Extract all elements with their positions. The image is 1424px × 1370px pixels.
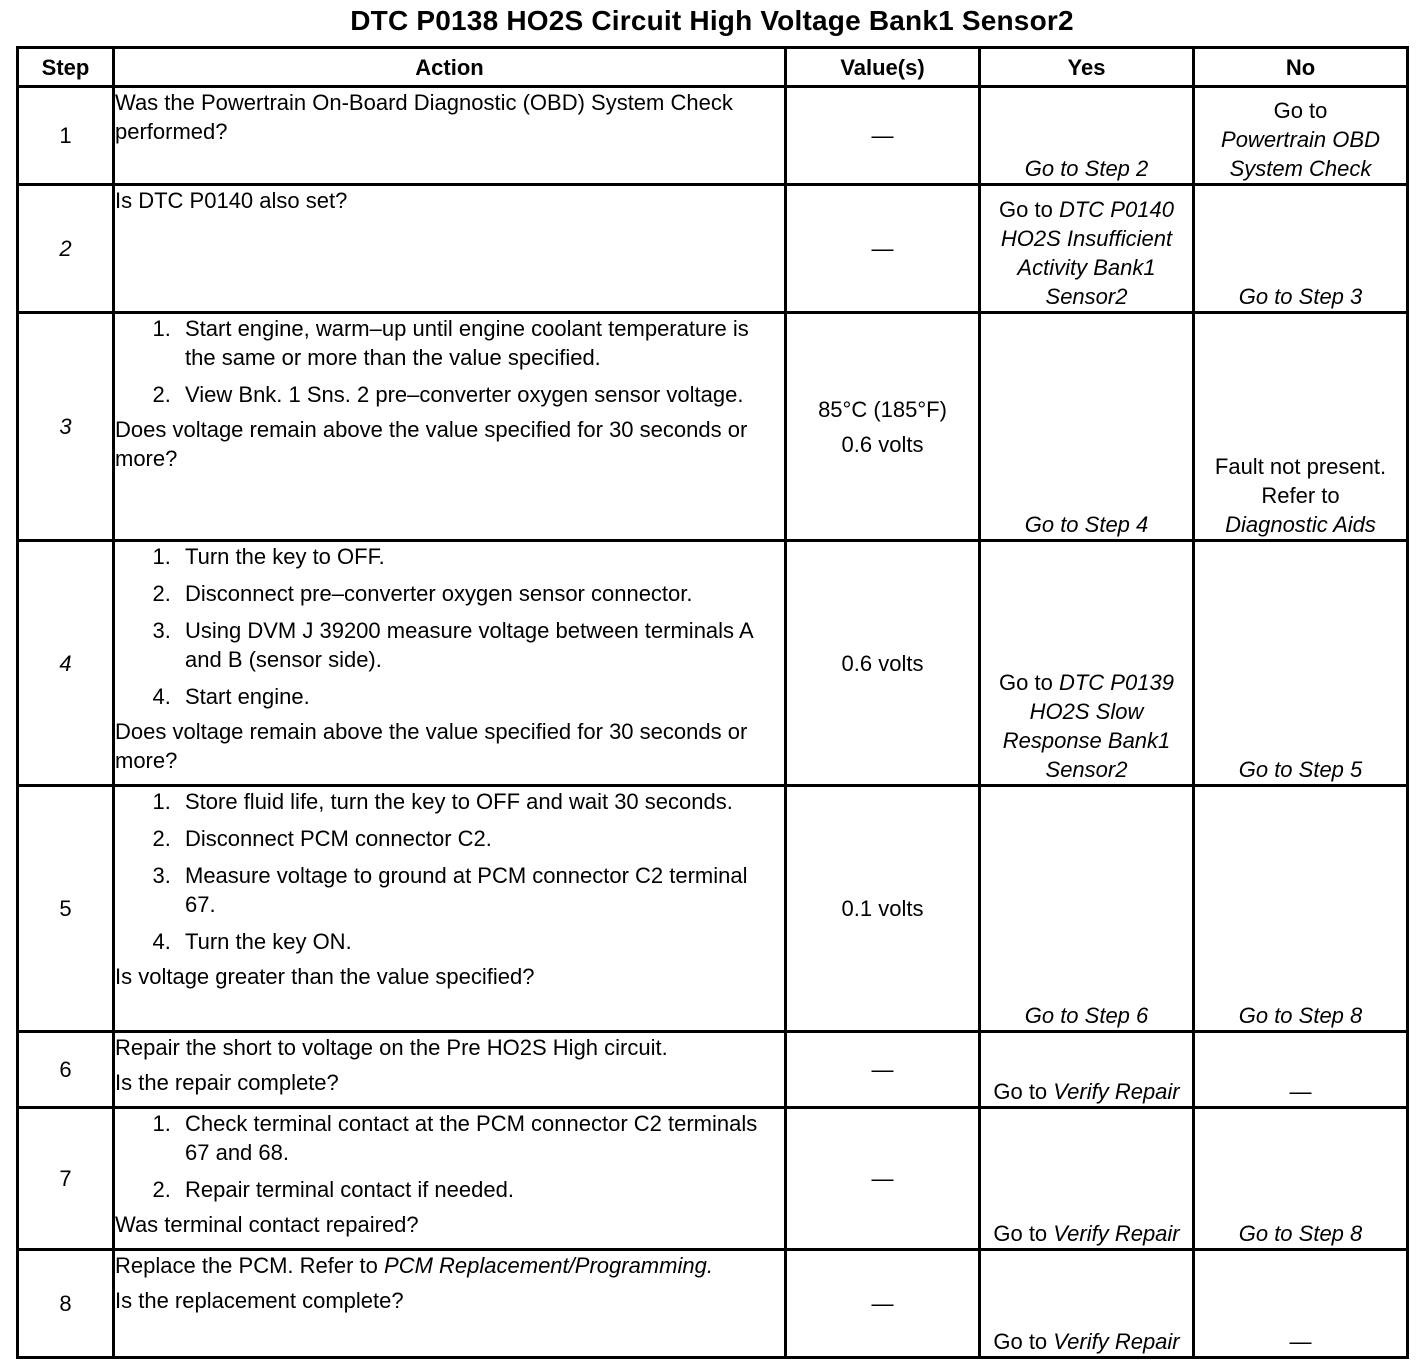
action-question: Is the replacement complete? <box>115 1288 404 1313</box>
action-cell <box>114 1108 786 1250</box>
action-cell <box>114 541 786 786</box>
header-step: Step <box>18 48 114 87</box>
value-cell: 0.6 volts <box>786 541 980 786</box>
action-step: 3. Using DVM J 39200 measure voltage between terminals A and B (sensor side). <box>177 616 784 674</box>
yes-cell <box>980 786 1194 1032</box>
action-step: 2. Disconnect PCM connector C2. <box>177 824 784 853</box>
value-voltage: 0.6 volts <box>841 431 924 457</box>
no-cell <box>1194 786 1408 1032</box>
no-prefix: Go to <box>1273 98 1328 123</box>
action-step: 3. Measure voltage to ground at PCM connector C2 terminal 67. <box>177 861 784 919</box>
no-link[interactable]: Diagnostic Aids <box>1225 512 1376 537</box>
yes-prefix: Go to <box>999 197 1053 222</box>
step-number: 3 <box>18 313 114 541</box>
yes-prefix: Go to <box>993 1079 1048 1104</box>
step-number: 5 <box>18 786 114 1032</box>
yes-cell <box>980 185 1194 313</box>
table-row <box>18 786 1408 1032</box>
value-cell: — <box>786 1032 980 1108</box>
yes-cell <box>980 1108 1194 1250</box>
action-cell <box>114 185 786 313</box>
action-cell <box>114 313 786 541</box>
yes-prefix: Go to <box>993 1329 1048 1354</box>
no-cell <box>1194 313 1408 541</box>
action-link[interactable]: PCM Replacement/Programming. <box>384 1253 713 1278</box>
action-question: Does voltage remain above the value specified for 30 seconds or more? <box>115 417 748 471</box>
step-number: 8 <box>18 1250 114 1358</box>
no-cell <box>1194 185 1408 313</box>
no-link[interactable]: Go to Step 8 <box>1238 1003 1363 1028</box>
value-cell <box>786 313 980 541</box>
yes-link[interactable]: Go to Step 4 <box>1024 512 1149 537</box>
action-cell <box>114 1032 786 1108</box>
action-text: Was the Powertrain On-Board Diagnostic (OBD) System Check performed? <box>115 90 733 144</box>
action-question: Is voltage greater than the value specified? <box>115 964 535 989</box>
action-step: 1. Turn the key to OFF. <box>177 542 784 571</box>
no-dash: — <box>1289 1079 1312 1104</box>
no-cell <box>1194 1250 1408 1358</box>
action-step: 2. Disconnect pre–converter oxygen sensor connector. <box>177 579 784 608</box>
yes-link[interactable]: DTC P0139 HO2S Slow Response Bank1 Sensor2 <box>1002 670 1174 782</box>
action-question: Does voltage remain above the value specified for 30 seconds or more? <box>115 719 748 773</box>
action-question: Is the repair complete? <box>115 1070 339 1095</box>
action-step: 1. Store fluid life, turn the key to OFF and wait 30 seconds. <box>177 787 784 816</box>
action-text <box>115 1251 784 1280</box>
header-action: Action <box>114 48 786 87</box>
table-row <box>18 1032 1408 1108</box>
diagnostic-table <box>16 46 1409 1359</box>
yes-prefix: Go to <box>993 1221 1048 1246</box>
no-cell <box>1194 87 1408 185</box>
action-step: 4. Turn the key ON. <box>177 927 784 956</box>
step-number: 2 <box>18 185 114 313</box>
no-dash: — <box>1289 1329 1312 1354</box>
yes-link[interactable]: DTC P0140 HO2S Insufficient Activity Bank1 Sensor2 <box>1000 197 1174 309</box>
yes-cell <box>980 87 1194 185</box>
value-cell: — <box>786 185 980 313</box>
action-text: Is DTC P0140 also set? <box>115 188 348 213</box>
action-step: 4. Start engine. <box>177 682 784 711</box>
table-row <box>18 1250 1408 1358</box>
yes-link[interactable]: Go to Step 6 <box>1024 1003 1149 1028</box>
yes-prefix: Go to <box>999 670 1053 695</box>
page-title: DTC P0138 HO2S Circuit High Voltage Bank1 Sensor2 <box>350 5 1074 36</box>
action-steps <box>115 787 784 956</box>
yes-cell <box>980 1250 1194 1358</box>
action-steps <box>115 1109 784 1204</box>
value-cell: — <box>786 1108 980 1250</box>
action-step: 2. View Bnk. 1 Sns. 2 pre–converter oxygen sensor voltage. <box>177 380 784 409</box>
action-cell <box>114 1250 786 1358</box>
table-header-row <box>18 48 1408 87</box>
action-question: Was terminal contact repaired? <box>115 1212 419 1237</box>
table-row <box>18 541 1408 786</box>
yes-link[interactable]: Verify Repair <box>1053 1329 1180 1354</box>
no-link[interactable]: Go to Step 3 <box>1238 284 1363 309</box>
header-no: No <box>1194 48 1408 87</box>
yes-cell <box>980 313 1194 541</box>
step-number: 4 <box>18 541 114 786</box>
action-text: Repair the short to voltage on the Pre HO2S High circuit. <box>115 1035 668 1060</box>
step-number: 7 <box>18 1108 114 1250</box>
header-yes: Yes <box>980 48 1194 87</box>
table-row <box>18 313 1408 541</box>
action-step: 1. Start engine, warm–up until engine coolant temperature is the same or more than the value specified. <box>177 314 784 372</box>
value-cell: — <box>786 87 980 185</box>
no-link[interactable]: Powertrain OBD System Check <box>1221 127 1380 181</box>
action-steps <box>115 314 784 409</box>
no-link[interactable]: Go to Step 8 <box>1238 1221 1363 1246</box>
value-cell: — <box>786 1250 980 1358</box>
no-link[interactable]: Go to Step 5 <box>1238 757 1363 782</box>
action-prefix: Replace the PCM. Refer to <box>115 1253 378 1278</box>
yes-link[interactable]: Go to Step 2 <box>1024 156 1149 181</box>
action-steps <box>115 542 784 711</box>
yes-cell <box>980 1032 1194 1108</box>
table-row <box>18 185 1408 313</box>
value-cell: 0.1 volts <box>786 786 980 1032</box>
yes-cell <box>980 541 1194 786</box>
header-values: Value(s) <box>786 48 980 87</box>
table-row <box>18 87 1408 185</box>
no-cell <box>1194 541 1408 786</box>
no-cell <box>1194 1108 1408 1250</box>
table-row <box>18 1108 1408 1250</box>
action-cell <box>114 87 786 185</box>
action-step: 2. Repair terminal contact if needed. <box>177 1175 784 1204</box>
yes-link[interactable]: Verify Repair <box>1053 1079 1180 1104</box>
value-temperature: 85°C (185°F) <box>818 396 947 422</box>
no-prefix: Fault not present. Refer to <box>1214 454 1387 508</box>
step-number: 6 <box>18 1032 114 1108</box>
no-cell <box>1194 1032 1408 1108</box>
step-number: 1 <box>18 87 114 185</box>
action-cell <box>114 786 786 1032</box>
yes-link[interactable]: Verify Repair <box>1053 1221 1180 1246</box>
action-step: 1. Check terminal contact at the PCM connector C2 terminals 67 and 68. <box>177 1109 784 1167</box>
